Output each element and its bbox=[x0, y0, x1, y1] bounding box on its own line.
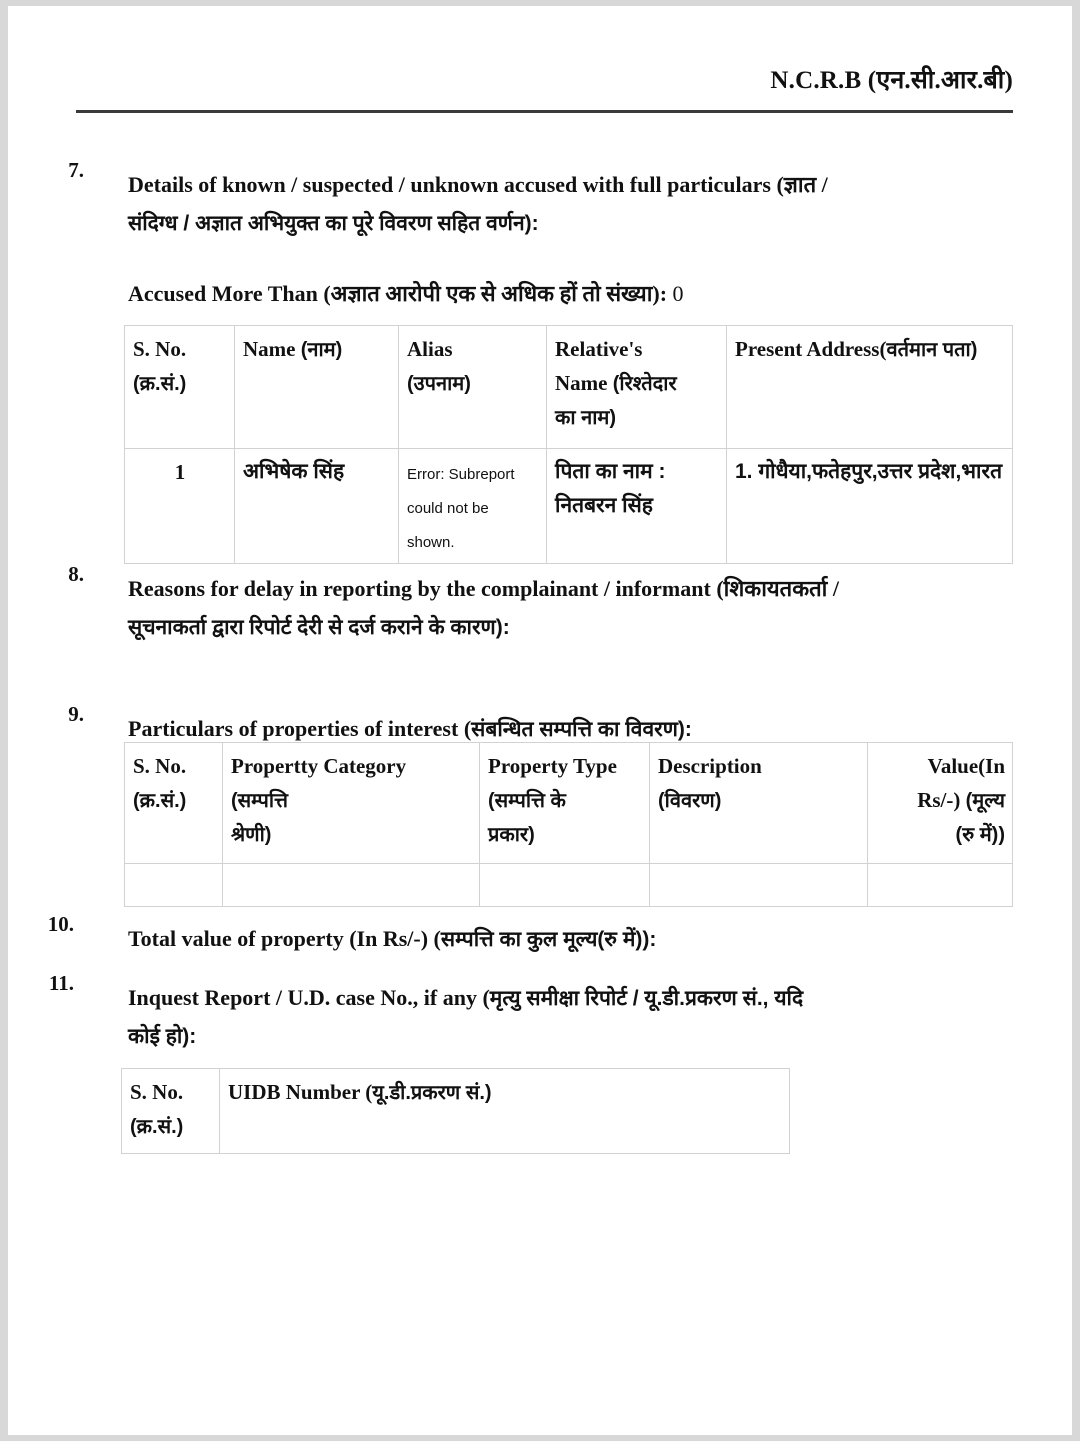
section-11-number: 11. bbox=[48, 971, 74, 995]
uidb-col-number-hi: यू.डी.प्रकरण सं.) bbox=[372, 1082, 492, 1104]
accused-col-relative-name-en-2: Name bbox=[555, 371, 608, 396]
section-8-body bbox=[128, 570, 1013, 646]
section-10-heading-en: Total value of property (In Rs/-) ( bbox=[128, 926, 441, 951]
property-col-type-hi-2: प्रकार) bbox=[488, 824, 535, 847]
section-9-number: 9. bbox=[68, 702, 84, 726]
section-8-heading bbox=[128, 570, 1013, 646]
uidb-col-sno-hi: (क्र.सं.) bbox=[130, 1116, 184, 1139]
header-title: N.C.R.B (एन.सी.आर.बी) bbox=[770, 67, 1013, 94]
section-9-heading-en: Particulars of properties of interest ( bbox=[128, 716, 472, 741]
property-col-category-hi-2: श्रेणी) bbox=[231, 824, 272, 847]
accused-col-relative-name bbox=[547, 326, 727, 449]
accused-col-sno bbox=[125, 326, 235, 449]
uidb-col-number-en: UIDB Number ( bbox=[228, 1080, 373, 1104]
accused-cell-sno: 1 bbox=[125, 449, 235, 564]
property-cell-value bbox=[868, 864, 1013, 907]
accused-cell-alias bbox=[399, 449, 547, 564]
section-7-number: 7. bbox=[68, 158, 84, 182]
accused-more-than-label bbox=[128, 281, 673, 306]
accused-table-header-row bbox=[125, 326, 1013, 449]
property-col-category-en: Propertty Category bbox=[231, 754, 407, 778]
section-8-heading-en: Reasons for delay in reporting by the complainant / informant (शिकायतकर्ता / bbox=[128, 576, 839, 601]
property-col-description bbox=[650, 743, 868, 864]
property-col-sno bbox=[125, 743, 223, 864]
uidb-col-sno bbox=[122, 1069, 220, 1154]
accused-col-relative-name-hi-1: (रिश्तेदार bbox=[612, 373, 677, 396]
property-col-type bbox=[480, 743, 650, 864]
accused-col-alias-en: Alias bbox=[407, 337, 453, 361]
section-11-heading-hi-2: कोई हो): bbox=[128, 1025, 197, 1049]
accused-col-relative-name-hi-2: का नाम) bbox=[555, 407, 616, 430]
accused-more-than-value: 0 bbox=[672, 280, 684, 306]
section-10-heading-hi: सम्पत्ति का कुल मूल्य(रु में)): bbox=[440, 928, 657, 951]
page-header bbox=[76, 62, 1013, 96]
property-col-category-hi-1: (सम्पत्ति bbox=[231, 790, 288, 813]
uidb-col-sno-en: S. No. bbox=[130, 1080, 184, 1104]
accused-cell-name: अभिषेक सिंह bbox=[235, 449, 399, 564]
accused-more-than bbox=[128, 278, 1013, 308]
section-10-number: 10. bbox=[47, 912, 74, 936]
property-col-category bbox=[223, 743, 480, 864]
accused-col-present-address-en: Present Address( bbox=[735, 337, 887, 361]
property-col-value-hi-1: (मूल्य bbox=[965, 790, 1005, 813]
accused-more-than-label-text: Accused More Than (अज्ञात आरोपी एक से अधिक हों तो संख्या): bbox=[128, 280, 668, 306]
section-8-number: 8. bbox=[68, 562, 84, 586]
section-10-heading bbox=[128, 920, 1013, 958]
accused-col-name-en: Name bbox=[243, 337, 296, 361]
property-col-value-en-2: Rs/-) bbox=[917, 788, 966, 813]
accused-col-sno-en: S. No. bbox=[133, 337, 187, 361]
section-11-heading bbox=[128, 979, 1013, 1055]
property-cell-category bbox=[223, 864, 480, 907]
accused-cell-relative-name: पिता का नाम : नितबरन सिंह bbox=[547, 449, 727, 564]
table-row bbox=[125, 864, 1013, 907]
accused-col-alias-hi: (उपनाम) bbox=[407, 373, 471, 396]
accused-col-name-hi: (नाम) bbox=[300, 339, 343, 361]
section-9-heading-hi: संबन्धित सम्पत्ति का विवरण): bbox=[471, 718, 692, 741]
uidb-col-number bbox=[220, 1069, 790, 1154]
section-7-heading-en: Details of known / suspected / unknown accused with full particulars (ज्ञात / bbox=[128, 172, 828, 197]
property-cell-description bbox=[650, 864, 868, 907]
property-col-value bbox=[868, 743, 1013, 864]
accused-col-sno-hi: (क्र.सं.) bbox=[133, 373, 187, 396]
accused-col-present-address bbox=[727, 326, 1013, 449]
accused-col-present-address-hi: वर्तमान पता) bbox=[886, 339, 978, 361]
property-col-description-en: Description bbox=[658, 754, 762, 778]
property-col-description-hi: (विवरण) bbox=[658, 790, 722, 813]
section-11-heading-en: Inquest Report / U.D. case No., if any ( bbox=[128, 985, 490, 1010]
property-cell-type bbox=[480, 864, 650, 907]
accused-col-name bbox=[235, 326, 399, 449]
section-10-body bbox=[128, 920, 1013, 958]
property-col-value-en-1: Value(In bbox=[927, 754, 1005, 778]
table-row bbox=[125, 449, 1013, 564]
accused-col-alias bbox=[399, 326, 547, 449]
document-page bbox=[8, 6, 1072, 1435]
property-col-value-hi-2: (रु में)) bbox=[955, 824, 1005, 847]
subreport-error-text: Error: Subreport could not be shown. bbox=[407, 466, 515, 552]
accused-col-relative-name-en-1: Relative's bbox=[555, 337, 643, 361]
property-col-type-hi-1: (सम्पत्ति के bbox=[488, 790, 566, 813]
section-8-heading-hi: सूचनाकर्ता द्वारा रिपोर्ट देरी से दर्ज कराने के कारण): bbox=[128, 615, 510, 639]
property-col-sno-en: S. No. bbox=[133, 754, 187, 778]
section-7-heading-hi: संदिग्ध / अज्ञात अभियुक्त का पूरे विवरण सहित वर्णन): bbox=[128, 211, 539, 235]
property-col-type-en: Property Type bbox=[488, 754, 617, 778]
property-cell-sno bbox=[125, 864, 223, 907]
accused-table bbox=[124, 325, 1013, 564]
header-divider bbox=[76, 110, 1013, 113]
section-7-heading bbox=[128, 166, 1013, 242]
property-table-header-row bbox=[125, 743, 1013, 864]
uidb-table bbox=[121, 1068, 790, 1154]
property-col-sno-hi: (क्र.सं.) bbox=[133, 790, 187, 813]
section-11-body bbox=[128, 979, 1013, 1055]
property-table bbox=[124, 742, 1013, 907]
accused-cell-present-address: 1. गोधैया,फतेहपुर,उत्तर प्रदेश,भारत bbox=[727, 449, 1013, 564]
uidb-table-header-row bbox=[122, 1069, 790, 1154]
section-11-heading-hi-1: मृत्यु समीक्षा रिपोर्ट / यू.डी.प्रकरण सं., यदि bbox=[489, 987, 804, 1010]
section-7-body bbox=[128, 166, 1013, 308]
